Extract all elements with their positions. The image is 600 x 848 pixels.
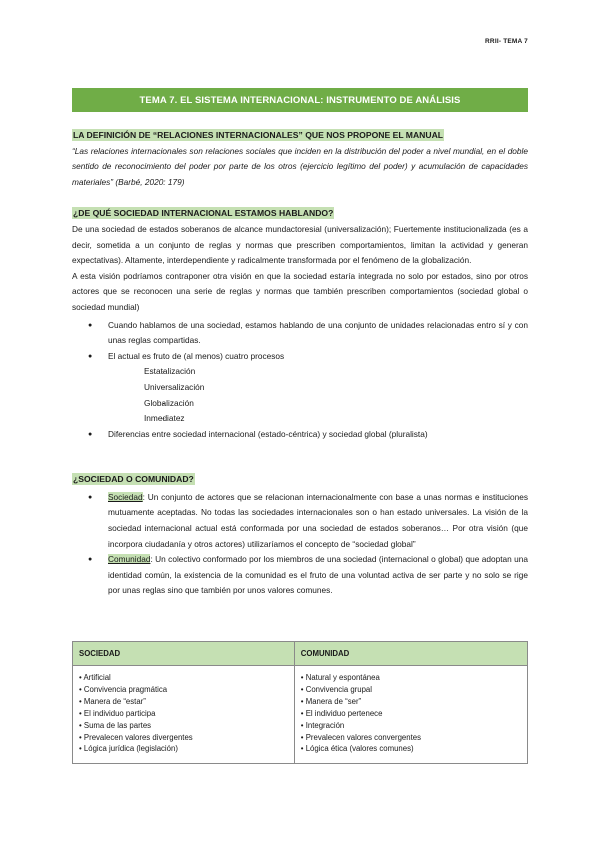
table-item: • Lógica ética (valores comunes) bbox=[300, 744, 414, 754]
topic-title: TEMA 7. EL SISTEMA INTERNACIONAL: INSTRUMENTO DE ANÁLISIS bbox=[139, 94, 461, 106]
table-item: • Prevalecen valores divergentes bbox=[79, 732, 193, 742]
comunidad-cell bbox=[294, 666, 527, 764]
table-item: • Lógica jurídica (legislación) bbox=[79, 744, 178, 754]
sociedad-cell bbox=[73, 666, 295, 764]
list-item bbox=[72, 490, 528, 552]
comparison-table bbox=[72, 641, 528, 764]
process-item: - Universalización bbox=[108, 380, 528, 396]
process-item: - Inmediatez bbox=[108, 411, 528, 427]
society-community-heading: ¿SOCIEDAD O COMUNIDAD? bbox=[73, 474, 194, 485]
society-section bbox=[72, 206, 528, 442]
table-row bbox=[73, 666, 528, 764]
table-item: • Manera de “ser” bbox=[300, 696, 362, 706]
table-item: • Suma de las partes bbox=[79, 720, 152, 730]
list-item: ● Diferencias entre sociedad internacional (estado-céntrica) y sociedad global (pluralista) bbox=[72, 427, 528, 443]
society-community-section bbox=[72, 472, 528, 599]
table-item: • Integración bbox=[300, 720, 345, 730]
table-item: • Natural y espontánea bbox=[300, 673, 380, 682]
list-item bbox=[72, 349, 528, 427]
list-item: ● Cuando hablamos de una sociedad, estamos hablando de una conjunto de unidades relacionadas entro sí y con unas reglas compartidas. bbox=[72, 318, 528, 349]
term-sociedad: Sociedad bbox=[108, 491, 143, 502]
process-item: - Estatalización bbox=[108, 364, 528, 380]
society-paragraph-2: A esta visión podríamos contraponer otra visión en que la sociedad estaría integrada no solo por estados, sino por otros actores que se reconocen una serie de reglas y normas que también prescriben comportamientos (sociedad global o sociedad mundial) bbox=[72, 270, 528, 312]
table-header-row bbox=[73, 642, 528, 666]
table-header-sociedad: SOCIEDAD bbox=[73, 642, 295, 666]
document-body bbox=[72, 128, 528, 599]
definition-quote: “Las relaciones internacionales son relaciones sociales que inciden en la distribución del poder a nivel mundial, en el doble sentido de reconocimiento del poder por parte de los otros (ejercicio legítimo del poder) y acumulación de capacidades materiales” (Barbé, 2020: 179) bbox=[72, 145, 528, 187]
concept-list bbox=[72, 490, 528, 599]
table-item: • Artificial bbox=[79, 673, 111, 682]
table-item: • El individuo pertenece bbox=[300, 708, 383, 718]
running-header: RRII- TEMA 7 bbox=[485, 38, 528, 45]
table-header-comunidad: COMUNIDAD bbox=[294, 642, 527, 666]
term-definition: : Un conjunto de actores que se relacionan internacionalmente con base a unas normas e instituciones mutuamente aceptadas. No todas las sociedades internacionales son o han estado universales. La visión de la sociedad internacional actual está conformada por una sociedad de estados soberanos… Por otra visión (que incorpora ciudadanía y otros actores) utilizaríamos el concepto de “sociedad global” bbox=[108, 491, 528, 549]
definition-heading: LA DEFINICIÓN DE “RELACIONES INTERNACIONALES” QUE NOS PROPONE EL MANUAL bbox=[73, 130, 444, 140]
process-item: - Globalización bbox=[108, 396, 528, 412]
society-paragraph-1: De una sociedad de estados soberanos de alcance mundactoresial (universalización); Fuertemente institucionalizada (es a decir, sometida a un conjunto de reglas y normas que prescriben comportamientos, limitan la actividad y generan expectativas). Altamente, interdependiente y radicalmente transformada por el fenómeno de la globalización. bbox=[72, 223, 528, 266]
process-list bbox=[108, 364, 528, 426]
list-item bbox=[72, 552, 528, 599]
society-heading: ¿DE QUÉ SOCIEDAD INTERNACIONAL ESTAMOS HABLANDO? bbox=[73, 208, 334, 219]
term-definition: : Un colectivo conformado por los miembros de una sociedad (internacional o global) que adoptan una identidad común, la existencia de la comunidad es el fruto de una voluntad activa de ser parte y no solo se rige por unas reglas sino que también por unos valores comunes. bbox=[108, 554, 528, 596]
term-comunidad: Comunidad bbox=[108, 554, 151, 565]
definition-section bbox=[72, 128, 528, 190]
table-item: • Prevalecen valores convergentes bbox=[300, 732, 421, 742]
list-item-text: El actual es fruto de (al menos) cuatro procesos bbox=[108, 350, 285, 361]
society-bullet-list bbox=[72, 318, 528, 443]
table-item: • Convivencia pragmática bbox=[79, 684, 168, 694]
table-item: • Manera de “estar” bbox=[79, 696, 146, 706]
table-item: • Convivencia grupal bbox=[300, 684, 373, 694]
table-item: • El individuo participa bbox=[79, 708, 156, 718]
topic-title-banner bbox=[72, 88, 528, 112]
